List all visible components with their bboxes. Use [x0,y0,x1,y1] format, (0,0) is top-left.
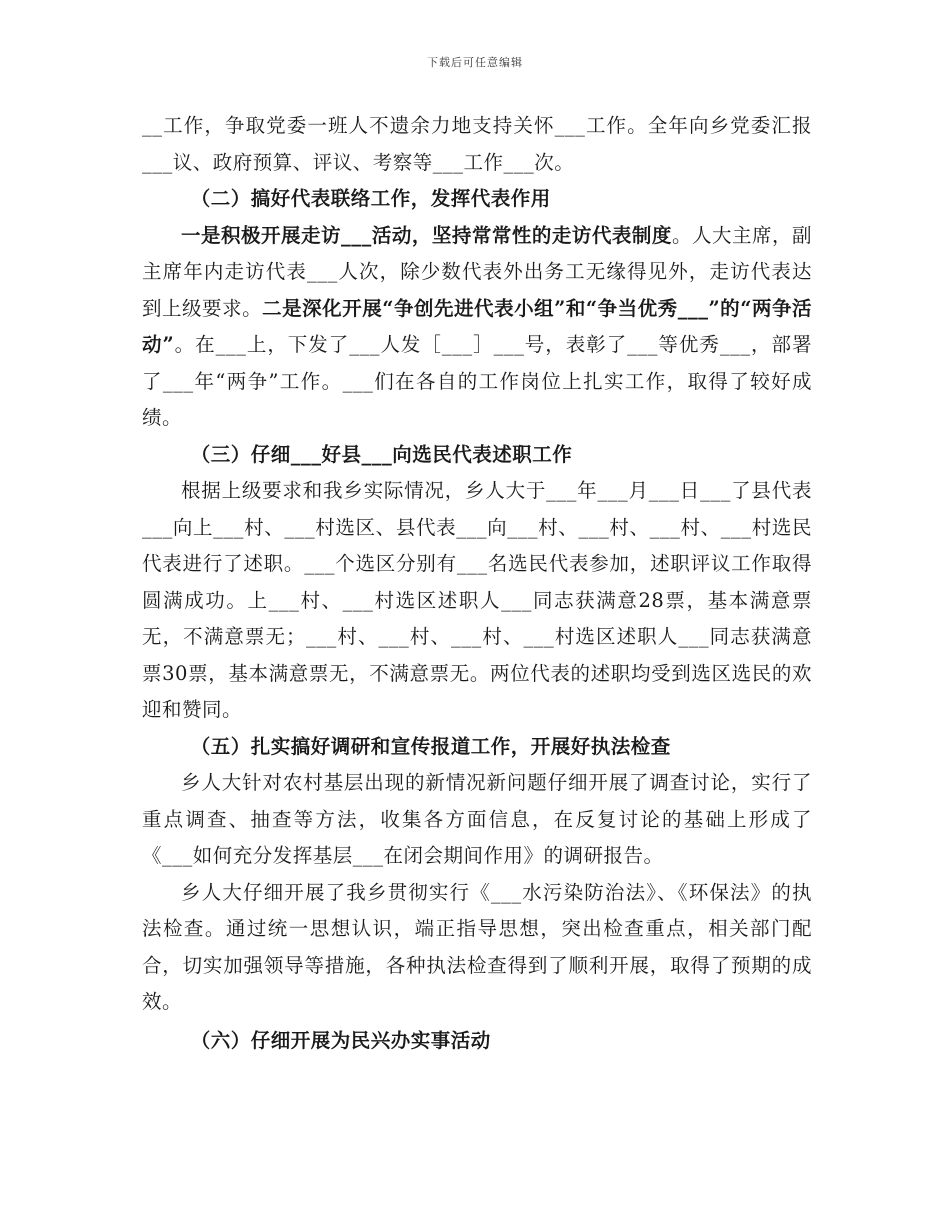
paragraph-2-text-2: 。在___上，下发了___人发［___］___号，表彰了___等优秀___，部署了___年“两争”工作。___们在各自的工作岗位上扎实工作，取得了较好成绩。 [142,333,812,429]
document-body [142,108,812,1059]
paragraph-2 [142,218,812,437]
paragraph-1: __工作，争取党委一班人不遗余力地支持关怀___工作。全年向乡党委汇报___议、政府预算、评议、考察等___工作___次。 [142,114,812,174]
paragraph-2-bold-2: 二是深化开展“争创先进代表小组”和“争当优秀___”的“两争活动” [142,296,812,356]
paragraph-2-bold-1: 一是积极开展走访___活动，坚持常常性的走访代表制度 [181,223,672,247]
paragraph-2-text-1: 。人大主席，副主席年内走访代表___人次，除少数代表外出务工无缘得见外，走访代表达到上级要求。 [142,223,812,320]
paragraph-5a: 乡人大针对农村基层出现的新情况新问题仔细开展了调查讨论，实行了重点调查、抽查等方法，收集各方面信息，在反复讨论的基础上形成了《___如何充分发挥基层___在闭会期间作用》的调研报告。 [142,771,812,867]
section-heading-2: （二）搞好代表联络工作，发挥代表作用 [190,187,551,210]
page-header: 下载后可任意编辑 [427,56,523,69]
section-heading-3: （三）仔细___好县___向选民代表述职工作 [190,442,573,466]
section-heading-6: （六）仔细开展为民兴办实事活动 [190,1028,491,1052]
section-heading-5: （五）扎实搞好调研和宣传报道工作，开展好执法检查 [190,734,671,758]
paragraph-3: 根据上级要求和我乡实际情况，乡人大于___年___月___日___了县代表___向上___村、___村选区、县代表___向___村、___村、___村、___村选民代表进行了述职。___个选区分别有___名选民代表参加，述职评议工作取得圆满成功。上___村、___村选区述职人___同志获满意28票，基本满意票无，不满意票无；___村、___村、___村、___村选区述职人___同志获满意票30票，基本满意票无，不满意票无。两位代表的述职均受到选区选民的欢迎和赞同。 [142,479,812,721]
paragraph-5b: 乡人大仔细开展了我乡贯彻实行《___水污染防治法》、《环保法》的执法检查。通过统一思想认识，端正指导思想，突出检查重点，相关部门配合，切实加强领导等措施，各种执法检查得到了顺利开展，取得了预期的成效。 [142,880,812,1013]
